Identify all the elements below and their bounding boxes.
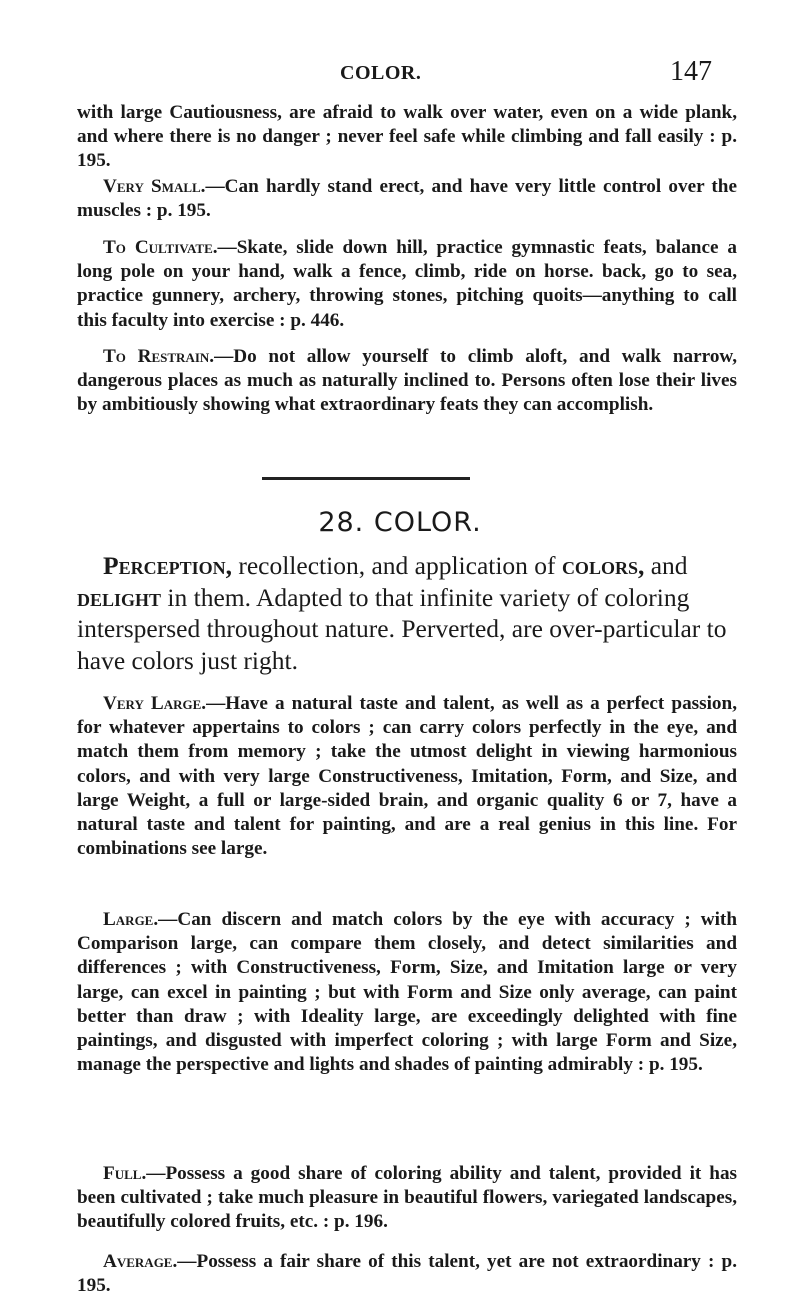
cultivate-paragraph xyxy=(77,236,737,333)
very-small-paragraph xyxy=(77,175,737,223)
section-title: 28. COLOR. xyxy=(318,507,482,538)
restrain-paragraph xyxy=(77,345,737,418)
large-text: —Can discern and match colors by the eye with accuracy ; with Comparison large, can compare them closely, and detect similarities and differences ; with Constructiveness, Form, Size, and Imitation large or very large, can excel in painting ; but with Form and Size only average, can paint better than draw ; with Ideality large, are exceedingly delighted with fine paintings, and disgusted with imperfect coloring ; with large Form and Size, manage the perspective and lights and shades of painting admirably : p. 195. xyxy=(77,909,737,1076)
full-text: —Possess a good share of coloring ability and talent, provided it has been cultivated ; take much pleasure in beautiful flowers, variegated landscapes, beautifully colored fruits, etc. : p. 196. xyxy=(77,1163,737,1233)
average-label: Average. xyxy=(103,1251,178,1272)
very-large-paragraph xyxy=(77,692,737,861)
full-label: Full. xyxy=(103,1163,147,1184)
continuation-paragraph: with large Cautiousness, are afraid to walk over water, even on a wide plank, and where there is no danger ; never feel safe while climbing and fall easily : p. 195. xyxy=(77,102,737,172)
section-definition: Perception, recollection, and application of colors, and delight in them. Adapted to that infinite variety of coloring interspersed throughout nature. Perverted, are over-particular to have colors just right. xyxy=(77,551,727,675)
large-paragraph xyxy=(77,908,737,1077)
page-header xyxy=(0,56,800,90)
large-label: Large. xyxy=(103,909,159,930)
section-divider xyxy=(262,477,470,480)
restrain-text: —Do not allow yourself to climb aloft, and walk narrow, dangerous places as much as naturally inclined to. Persons often lose their lives by ambitiously showing what extraordinary feats they can accomplish. xyxy=(77,346,738,416)
restrain-label: To Restrain. xyxy=(103,346,215,367)
page-number: 147 xyxy=(670,56,712,87)
very-large-label: Very Large. xyxy=(103,693,207,714)
very-large-text: —Have a natural taste and talent, as well as a perfect passion, for whatever appertains to colors ; can carry colors perfectly in the eye, and match them from memory ; take the utmost delight in viewing harmonious colors, and with very large Constructiveness, Imitation, Form, and Size, and large Weight, a full or large-sided brain, and organic quality 6 or 7, have a natural taste and talent for painting, and are a real genius in this line. For combinations see large. xyxy=(77,693,737,860)
cultivate-text: —Skate, slide down hill, practice gymnastic feats, balance a long pole on your hand, walk a fence, climb, ride on horse. back, go to sea, practice gunnery, archery, throwing stones, pitching quoits—anything to call this faculty into exercise : p. 446. xyxy=(77,237,737,331)
very-small-text: —Can hardly stand erect, and have very little control over the muscles : p. 195. xyxy=(77,176,737,222)
very-small-label: Very Small. xyxy=(103,176,206,197)
cultivate-label: To Cultivate. xyxy=(103,237,218,258)
average-text: —Possess a fair share of this talent, yet are not extraordinary : p. 195. xyxy=(77,1251,737,1297)
average-paragraph xyxy=(77,1250,737,1298)
full-paragraph xyxy=(77,1162,737,1235)
running-head: COLOR. xyxy=(340,62,422,84)
